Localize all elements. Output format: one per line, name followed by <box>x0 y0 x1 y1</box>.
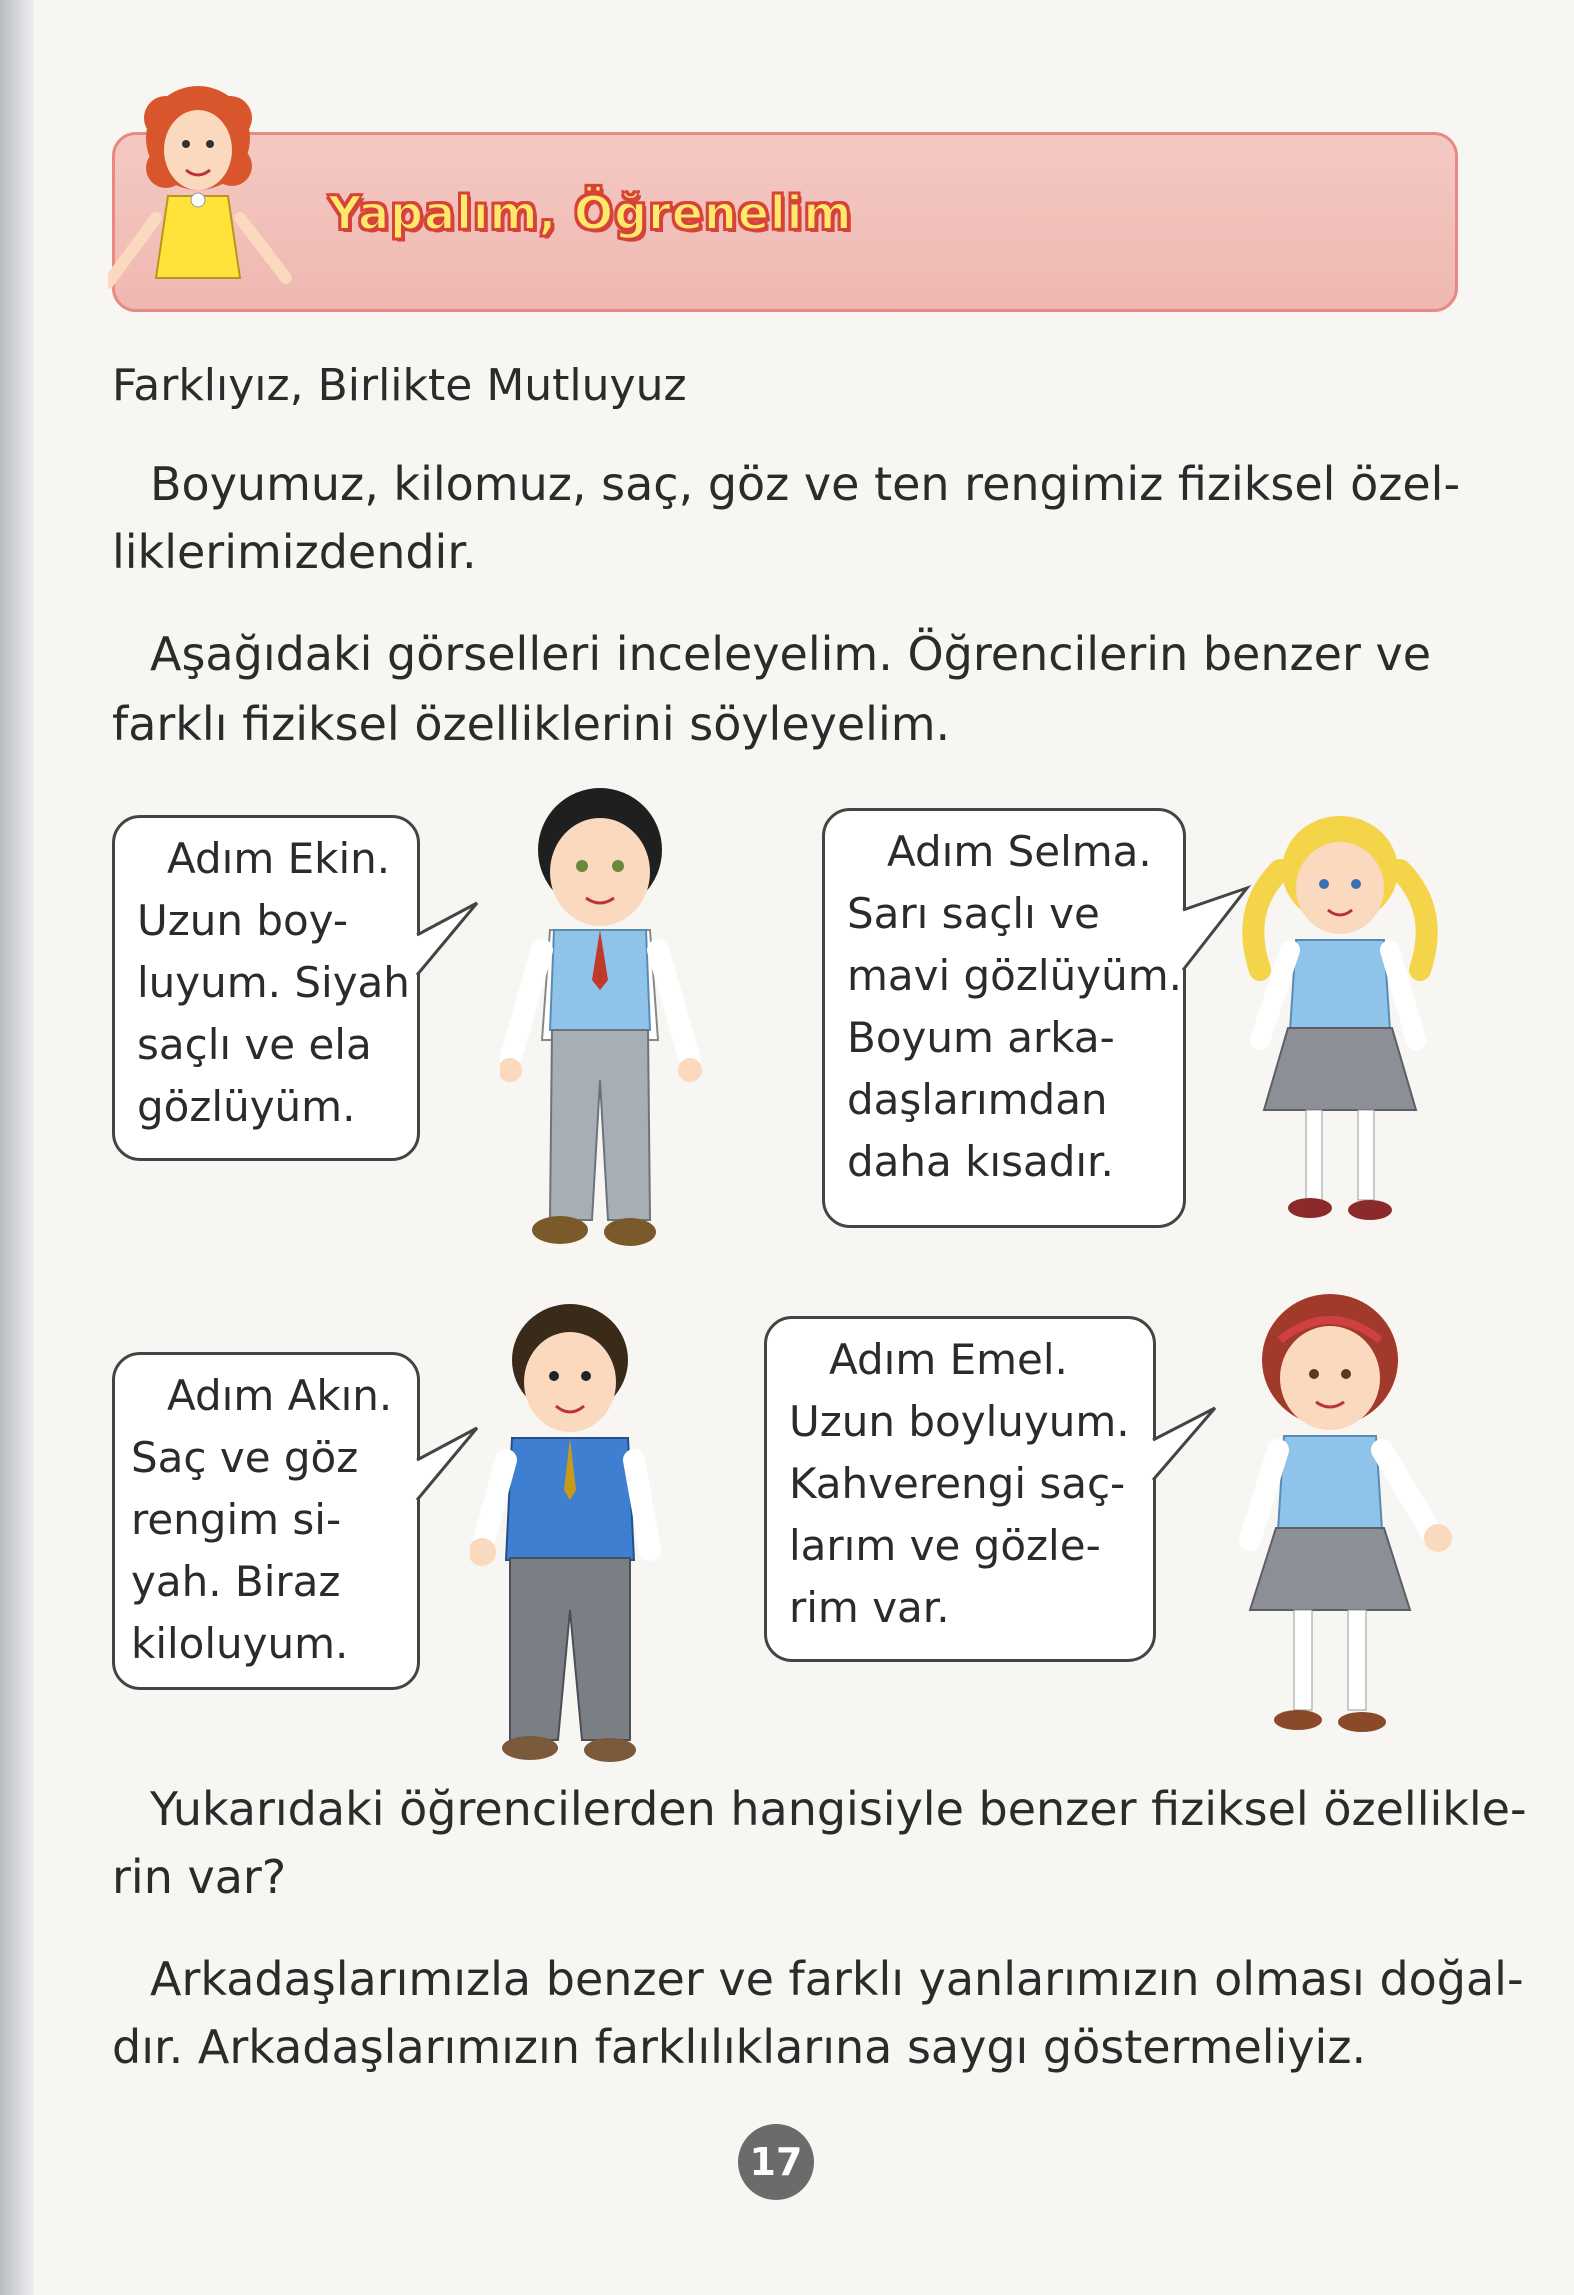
bubble-selma-line-2: Sarı saçlı ve <box>847 889 1100 938</box>
bubble-ekin-line-4: saçlı ve ela <box>137 1020 372 1069</box>
lesson-subtitle: Farklıyız, Birlikte Mutluyuz <box>112 360 687 411</box>
bubble-akin-line-5: kiloluyum. <box>131 1619 349 1668</box>
paragraph-2-line-2: farklı fiziksel özelliklerini söyleyelim. <box>112 697 951 751</box>
speech-bubble-akin <box>112 1352 420 1690</box>
bubble-ekin-tail <box>415 895 485 985</box>
bubble-ekin-line-2: Uzun boy- <box>137 896 349 945</box>
girl-emel-illustration <box>1220 1280 1460 1760</box>
boy-ekin-illustration <box>500 780 710 1260</box>
paragraph-4-line-1: Arkadaşlarımızla benzer ve farklı yanlarımızın olması doğal- <box>150 1952 1524 2006</box>
bubble-ekin-line-1: Adım Ekin. <box>167 834 391 883</box>
bubble-emel-line-3: Kahverengi saç- <box>789 1459 1126 1508</box>
bubble-ekin-line-5: gözlüyüm. <box>137 1082 356 1131</box>
paragraph-2-line-1: Aşağıdaki görselleri inceleyelim. Öğrencilerin benzer ve <box>150 627 1432 681</box>
bubble-selma-line-6: daha kısadır. <box>847 1137 1114 1186</box>
bubble-emel-line-1: Adım Emel. <box>829 1335 1068 1384</box>
paragraph-3-line-2: rin var? <box>112 1850 287 1904</box>
section-title: Yapalım, Öğrenelim <box>328 186 853 240</box>
bubble-emel-tail <box>1151 1400 1221 1490</box>
speech-bubble-selma <box>822 808 1186 1228</box>
girl-mascot-illustration <box>108 78 308 328</box>
bubble-emel-line-2: Uzun boyluyum. <box>789 1397 1130 1446</box>
bubble-ekin-line-3: luyum. Siyah <box>137 958 410 1007</box>
page-number-badge: 17 <box>738 2124 814 2200</box>
speech-bubble-emel <box>764 1316 1156 1662</box>
book-gutter <box>0 0 34 2295</box>
bubble-emel-line-5: rim var. <box>789 1583 950 1632</box>
bubble-selma-line-1: Adım Selma. <box>887 827 1152 876</box>
bubble-akin-line-4: yah. Biraz <box>131 1557 341 1606</box>
bubble-emel-line-4: larım ve gözle- <box>789 1521 1101 1570</box>
girl-selma-illustration <box>1240 800 1440 1240</box>
paragraph-1-line-2: liklerimizdendir. <box>112 525 477 579</box>
bubble-akin-line-3: rengim si- <box>131 1495 342 1544</box>
boy-akin-illustration <box>470 1290 670 1770</box>
speech-bubble-ekin <box>112 815 420 1161</box>
bubble-selma-line-5: daşlarımdan <box>847 1075 1108 1124</box>
bubble-selma-line-4: Boyum arka- <box>847 1013 1115 1062</box>
bubble-akin-line-1: Adım Akın. <box>167 1371 393 1420</box>
paragraph-4-line-2: dır. Arkadaşlarımızın farklılıklarına saygı göstermeliyiz. <box>112 2020 1367 2074</box>
paragraph-1-line-1: Boyumuz, kilomuz, saç, göz ve ten rengimiz fiziksel özel- <box>150 457 1461 511</box>
bubble-akin-line-2: Saç ve göz <box>131 1433 359 1482</box>
bubble-selma-line-3: mavi gözlüyüm. <box>847 951 1182 1000</box>
paragraph-3-line-1: Yukarıdaki öğrencilerden hangisiyle benzer fiziksel özellikle- <box>150 1782 1527 1836</box>
